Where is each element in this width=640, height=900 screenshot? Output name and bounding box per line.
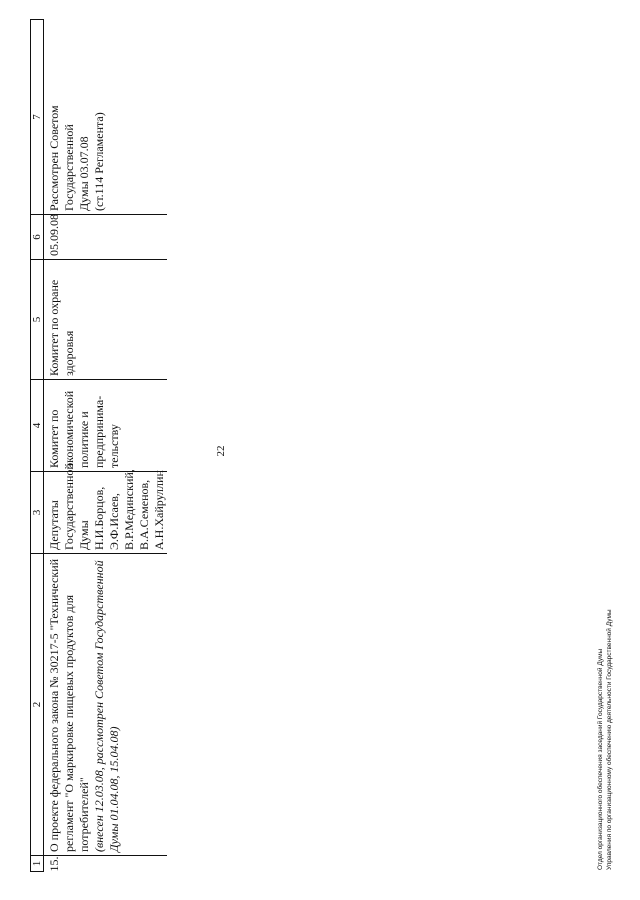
committee-line: Комитет по [47,409,61,468]
date-cell: 05.09.08 [44,215,168,260]
bills-table [30,19,167,872]
author-line: Депутаты [47,500,61,550]
column-header-6: 6 [31,215,44,260]
row-number: 15. [47,856,61,872]
author-line: Государственной [62,463,76,550]
footer-line-2: Управления по организационному обеспечению деятельности Государственной Думы [606,609,613,870]
committee-line: предпринима- [92,395,106,468]
author-line: Э.Ф.Исаев, [107,493,121,550]
status-cell [44,20,168,215]
column-header-1: 1 [31,856,44,872]
author-line: А.Н.Хайруллин [152,470,166,550]
column-header-7: 7 [31,20,44,215]
footer-line-1: Отдел организационного обеспечения заседаний Государственной Думы [597,648,604,870]
page-footer [596,609,614,870]
authors-cell [44,463,168,554]
bill-cell [44,554,168,856]
page-number: 22 [215,445,227,457]
bill-note: (внесен 12.03.08, рассмотрен Советом Государственной Думы 01.04.08, 15.04.08) [92,560,121,852]
status-line: Государственной [62,124,76,211]
column-header-4: 4 [31,380,44,472]
bill-title: О проекте федерального закона № 30217-5 "Технический регламент "О маркировке пищевых продуктов для потребителей" [47,558,91,852]
author-line: Н.И.Борцов, [92,486,106,550]
column-header-5: 5 [31,260,44,380]
committee-line: экономической [62,390,76,468]
status-line: (ст.114 Регламента) [92,112,106,211]
committee-cell [44,380,168,472]
status-line: Рассмотрен Советом [47,105,61,211]
author-line: Думы [77,520,91,550]
committee-line: политике и [77,411,91,468]
co-committee-cell: Комитет по охране здоровья [44,260,168,380]
author-line: В.А.Семенов, [137,479,151,550]
column-header-3: 3 [31,472,44,554]
column-number-header [31,20,44,872]
author-line: В.Р.Мединский, [122,469,136,550]
table-row [44,20,168,872]
column-header-2: 2 [31,554,44,856]
status-line: Думы 03.07.08 [77,136,91,211]
committee-line: тельству [107,424,121,468]
